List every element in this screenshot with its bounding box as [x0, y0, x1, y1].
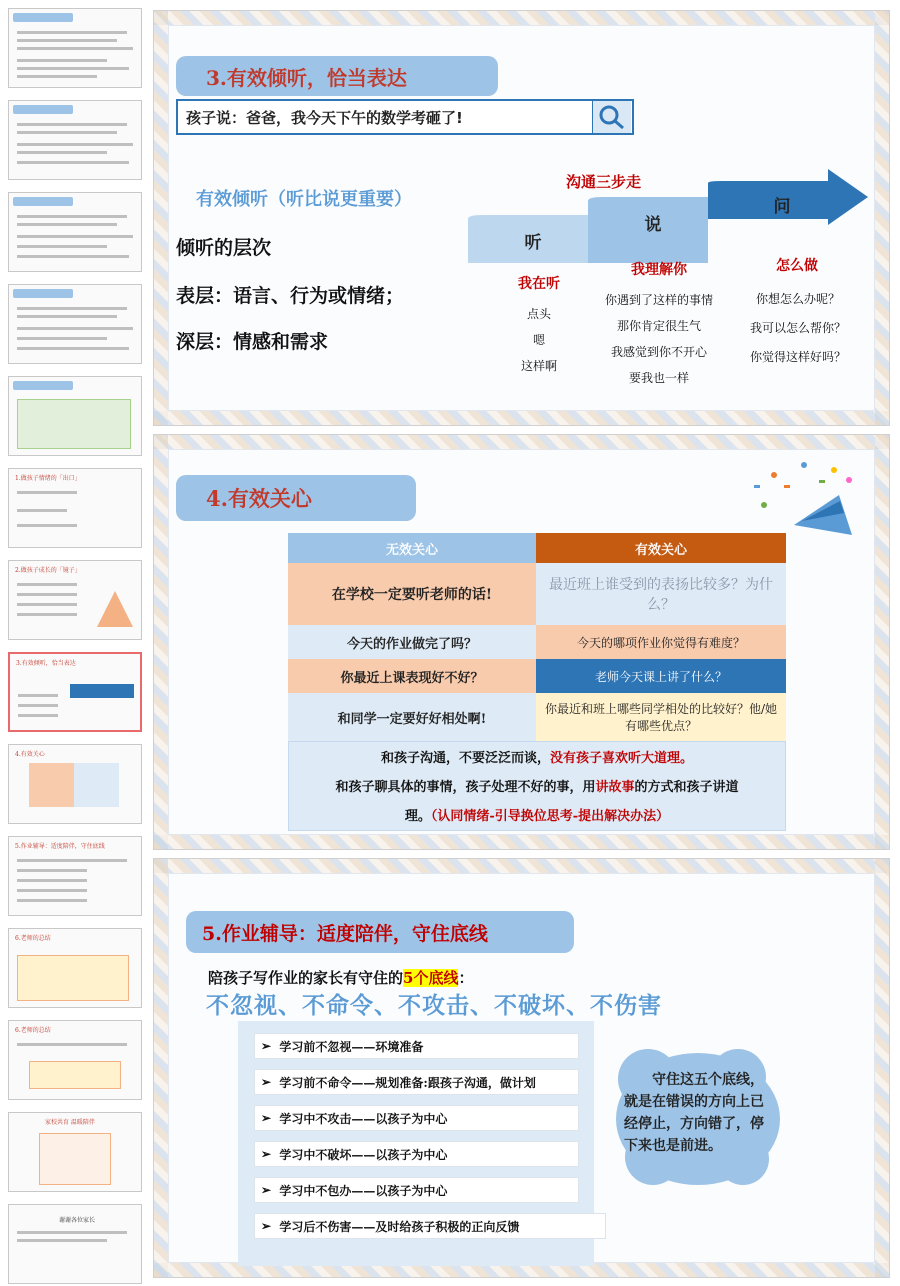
list-item-text: 学习中不攻击——以孩子为中心: [279, 1111, 448, 1126]
col2-line: 要我也一样: [628, 371, 689, 385]
quote-box: [176, 99, 634, 135]
thumbnail-title: 6.老师的总结: [15, 935, 51, 942]
list-item: ➢ 学习前不忽视——环境准备: [254, 1033, 579, 1059]
col2-line: 我感觉到你不开心: [610, 345, 707, 359]
col3-lines: [728, 285, 868, 372]
table-header-valid: 有效关心: [536, 533, 786, 563]
step-speak: 说: [644, 214, 662, 235]
thumbnail-text: 谢谢各位家长: [59, 1217, 96, 1224]
slide-thumbnail-4[interactable]: [8, 284, 142, 364]
slide-thumbnail-6[interactable]: [8, 468, 142, 548]
col1-line: 嗯: [532, 333, 545, 347]
slide-heading: 3.有效倾听，恰当表达: [176, 56, 498, 96]
list-item: ➢ 学习中不破坏——以孩子为中心: [254, 1141, 579, 1167]
steps-title: 沟通三步走: [566, 173, 642, 191]
slide-heading: 4.有效关心: [176, 475, 416, 521]
advice-line3-a: 理。: [404, 809, 431, 824]
thumbnail-title: 2.做孩子成长的「镜子」: [15, 567, 81, 574]
step-ask: 问: [773, 196, 791, 217]
table-cell-invalid: 今天的作业做完了吗？: [288, 625, 536, 659]
advice-line1-b: 没有孩子喜欢听大道理。: [550, 751, 694, 766]
search-icon: [592, 101, 631, 133]
list-item: ➢ 学习后不伤害——及时给孩子积极的正向反馈: [254, 1213, 606, 1239]
slide-thumbnail-5[interactable]: [8, 376, 142, 456]
table-cell-valid: 最近班上谁受到的表扬比较多？为什么？: [536, 563, 786, 625]
slide-thumbnail-1[interactable]: [8, 8, 142, 88]
slide-thumbnail-2[interactable]: [8, 100, 142, 180]
col2-line: 那你肯定很生气: [616, 319, 701, 333]
thumbnail-title: 5.作业辅导：适度陪伴，守住底线: [15, 843, 105, 850]
deep-level: 深层：情感和需求: [176, 331, 329, 353]
col3-line: 你想怎么办呢？: [755, 292, 840, 306]
col3-line: 你觉得这样好吗？: [749, 350, 846, 364]
thumbnail-title: 3.有效倾听，恰当表达: [16, 660, 76, 667]
intro-a: 陪孩子写作业的家长有守住的: [208, 969, 404, 987]
slide-thumbnail-12[interactable]: [8, 1020, 142, 1100]
surface-level: 表层：语言、行为或情绪；: [176, 285, 405, 307]
list-item: ➢ 学习中不包办——以孩子为中心: [254, 1177, 579, 1203]
col1-title: 我在听: [518, 276, 560, 292]
col2-title: 我理解你: [631, 262, 687, 278]
list-item: ➢ 学习前不命令——规划准备:跟孩子沟通，做计划: [254, 1069, 579, 1095]
advice-box: [288, 741, 786, 831]
advice-line2-a: 和孩子聊具体的事情，孩子处理不好的事，用: [335, 780, 596, 795]
col1-lines: [494, 301, 584, 379]
slide-thumbnail-8-selected[interactable]: [8, 652, 142, 732]
effective-listening-label: 有效倾听（听比说更重要）: [196, 189, 412, 210]
thumbnail-title: 家校共育 温暖陪伴: [45, 1119, 95, 1126]
slide-thumbnail-13[interactable]: [8, 1112, 142, 1192]
advice-line3-b: （认同情绪-引导换位思考-提出解决办法）: [430, 809, 670, 824]
slide-thumbnail-7[interactable]: [8, 560, 142, 640]
col1-line: 点头: [526, 307, 551, 321]
table-cell-valid: 今天的哪项作业你觉得有难度？: [536, 625, 786, 659]
five-bottom-lines: 不忽视、不命令、不攻击、不破坏、不伤害: [206, 992, 662, 1019]
step-listen: 听: [524, 232, 542, 253]
advice-line1-a: 和孩子沟通，不要泛泛而谈，: [380, 751, 550, 766]
table-header-invalid: 无效关心: [288, 533, 536, 563]
col1-line: 这样啊: [520, 359, 557, 373]
levels-title: 倾听的层次: [176, 237, 272, 259]
cloud-bubble-text: 守住这五个底线，就是在错误的方向上已经停止，方向错了，停下来也是前进。: [624, 1072, 764, 1154]
slide-effective-listening[interactable]: [153, 10, 890, 426]
slide-effective-care[interactable]: [153, 434, 890, 850]
list-item-text: 学习中不包办——以孩子为中心: [279, 1183, 448, 1198]
advice-line2-b: 讲故事: [595, 780, 635, 795]
thumbnail-title: 6.老师的总结: [15, 1027, 51, 1034]
list-item: ➢ 学习中不攻击——以孩子为中心: [254, 1105, 579, 1131]
slide-thumbnail-9[interactable]: [8, 744, 142, 824]
intro-highlight: 5个底线: [403, 969, 459, 987]
slide-thumbnail-3[interactable]: [8, 192, 142, 272]
thumbnail-title: 4.有效关心: [15, 751, 45, 758]
slide-thumbnail-10[interactable]: [8, 836, 142, 916]
quote-text: 孩子说：爸爸，我今天下午的数学考砸了!: [186, 108, 463, 127]
table-cell-invalid: 和同学一定要好好相处啊!: [288, 693, 536, 741]
col3-line: 我可以怎么帮你？: [749, 321, 846, 335]
intro-c: ：: [458, 969, 474, 987]
advice-line2-c: 的方式和孩子讲道: [634, 780, 739, 795]
slide-heading: 5.作业辅导：适度陪伴，守住底线: [186, 911, 574, 953]
thumbnail-title: 1.做孩子情绪的「出口」: [15, 475, 81, 482]
list-item-text: 学习前不忽视——环境准备: [279, 1039, 424, 1054]
list-item-text: 学习前不命令——规划准备:跟孩子沟通，做计划: [279, 1075, 536, 1090]
slide-homework-guidance[interactable]: [153, 858, 890, 1278]
slide-thumbnail-14[interactable]: [8, 1204, 142, 1284]
table-cell-invalid: 在学校一定要听老师的话!: [288, 563, 536, 625]
list-item-text: 学习后不伤害——及时给孩子积极的正向反馈: [279, 1219, 520, 1234]
table-cell-valid: 老师今天课上讲了什么？: [536, 659, 786, 693]
table-cell-valid: 你最近和班上哪些同学相处的比较好？他/她有哪些优点？: [536, 693, 786, 741]
list-item-text: 学习中不破坏——以孩子为中心: [279, 1147, 448, 1162]
col2-lines: [584, 287, 734, 391]
col3-title: 怎么做: [776, 258, 818, 274]
col2-line: 你遇到了这样的事情: [604, 293, 713, 307]
slide-thumbnail-11[interactable]: [8, 928, 142, 1008]
intro-line: [208, 967, 473, 988]
table-cell-invalid: 你最近上课表现好不好？: [288, 659, 536, 693]
